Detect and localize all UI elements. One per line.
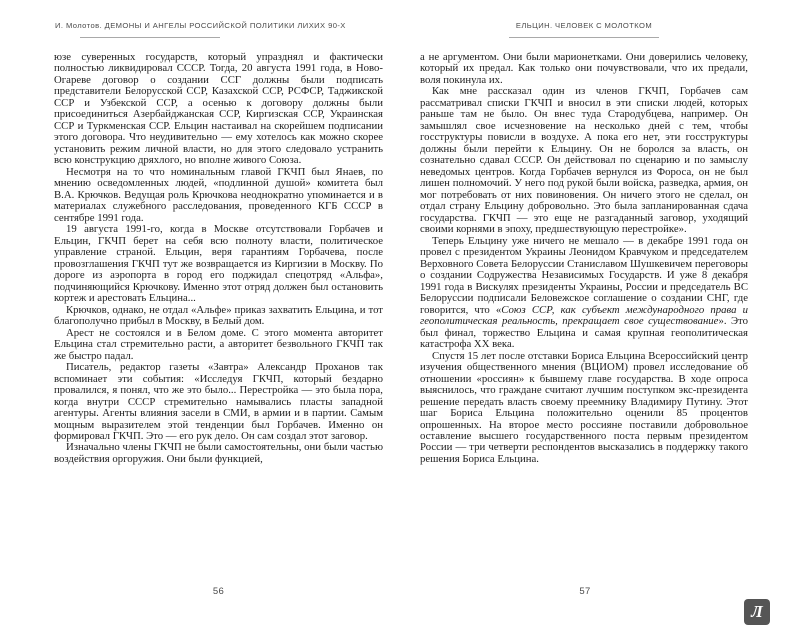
paragraph: 19 августа 1991-го, когда в Москве отсутствовали Горбачев и Ельцин, ГКЧП берет на себя всю полноту власти, политическое управление страной. Ельцин, веря гарантиям Горбачева, после провозглашения ГКЧП тут же возвращается из Киргизии в Москву. По дороге из аэропорта в город его поджидал спецотряд «Альфа», подчиняющийся Крючкову. Именно этот отряд должен был остановить кортеж и арестовать Ельцина... [54,223,383,305]
left-header-rule [80,37,220,38]
paragraph: Арест не состоялся и в Белом доме. С этого момента авторитет Ельцина стал стремительно расти, а авторитет безвольного ГКЧП так же быстро падал. [54,326,383,362]
right-column-text [420,52,748,465]
paragraph: а не аргументом. Они были марионетками. Они доверились человеку, который их предал. Как только они почувствовали, что их предали, воля покинула их. [420,51,748,86]
right-running-head-text: ЕЛЬЦИН. ЧЕЛОВЕК С МОЛОТКОМ [515,21,653,30]
right-page-number: 57 [579,586,591,597]
right-page [400,0,800,632]
quoted-treaty-text: Союз ССР, как субъект международного права и геополитическая реальность, прекращает свое существование [420,303,749,328]
publisher-logo-letter: Л [751,601,763,621]
left-column-text [54,52,383,465]
right-header-rule [509,37,659,38]
paragraph: Изначально члены ГКЧП не были самостоятельны, они были частью воздействия оргоружия. Они были функцией, [54,441,383,465]
paragraph: Спустя 15 лет после отставки Бориса Ельцина Всероссийский центр изучения общественного мнения (ВЦИОМ) провел исследование об отношении «россиян» к бывшему главе государства. В ходе опроса выяснилось, что граждане считают лучшим поступком экс-президента решение передать власть своему преемнику Владимиру Путину. Этот шаг Бориса Ельцина положительно оценили 85 процентов опрошенных. На второе место россияне поставили добровольное оставление высшего государственного поста первым президентом России — три четверти респондентов высказались в поддержку такого решения Бориса Ельцина. [420,349,748,465]
paragraph: Как мне рассказал один из членов ГКЧП, Горбачев сам рассматривал списки ГКЧП и вносил в эти списки людей, которых раньше там не было. Он внес туда Стародубцева, например. Он замышлял свое исчезновение на несколько дней с тем, чтобы госструктуры повисли в воздухе. А пока его нет, эти госструктуры должны были перейти к Ельцину. Он не боролся за власть, он сознательно сдавал СССР. Он действовал по сценарию и по замыслу неведомых центров. Когда Горбачев вернулся из Фороса, он не был лишен полномочий. У него под рукой были войска, разведка, армия, он мог потребовать от них повиновения. Он ничего этого не сделал, он отдал страну Ельцину добровольно. Это была запланированная сдача государства. ГКЧП — это еще не разгаданный заговор, уходящий своими корнями в эпоху, предшествующую перестройке». [420,85,748,236]
paragraph: юзе суверенных государств, который упразднял и фактически полностью ликвидировал СССР. Тогда, 20 августа 1991 года, в Ново-Огареве договор о создании ССГ должны были подписать представители Белорусской ССР, Казахской ССР, РСФСР, Таджикской ССР и Узбекской ССР, а осенью к договору должны были присоединиться Азербайджанская ССР, Киргизская ССР, Украинская ССР и Туркменская ССР. Ельцин настаивал на скорейшем подписании этого договора. Что неудивительно — ему хотелось как можно скорее установить режим личной власти, но для этого следовало устранить всю конструкцию дряхлого, но вполне живого Союза. [54,51,383,167]
paragraph: Писатель, редактор газеты «Завтра» Александр Проханов так вспоминает эти события: «Исследуя ГКЧП, который бездарно провалился, я понял, что же это было... Перестройка — это была пора, когда внутри СССР стремительно намывались пласты западной агентуры. Агенты влияния засели в СМИ, в армии и в партии. Самым мощным выразителем этой тенденции был Горбачев. Именно он формировал ГКЧП. Это — его рук дело. Он сам создал этот заговор. [54,361,383,442]
right-running-head [420,22,748,52]
left-running-head-text: И. Молотов. ДЕМОНЫ И АНГЕЛЫ РОССИЙСКОЙ ПОЛИТИКИ ЛИХИХ 90-Х [55,21,346,30]
left-page-number: 56 [212,586,225,597]
publisher-logo [744,599,770,625]
left-running-head [54,22,383,52]
paragraph: Несмотря на то что номинальным главой ГКЧП был Янаев, по мнению осведомленных людей, «подлинной душой» комитета был В.А. Крючков. Ведущая роль Крючкова неоднократно упоминается и в материалах служебного расследования, проведенного КГБ СССР в сентябре 1991 года. [54,165,383,224]
paragraph: Крючков, однако, не отдал «Альфе» приказ захватить Ельцина, и тот благополучно прибыл в Москву, в Белый дом. [54,303,383,328]
paragraph: Теперь Ельцину уже ничего не мешало — в декабре 1991 года он провел с президентом Украины Леонидом Кравчуком и председателем Верховного Совета Белоруссии Станиславом Шушкевичем переговоры о создании Содружества Независимых Государств. И уже 8 декабря 1991 года в Вискулях президенты Украины, России и председатель ВС Белоруссии подписали Беловежское соглашение о создании СНГ, где говорится, что «Союз ССР, как субъект международного права и геополитическая реальность, прекращает свое существование». Это был финал, торжество Ельцина и самая крупная геополитическая катастрофа XX века. [420,234,749,351]
